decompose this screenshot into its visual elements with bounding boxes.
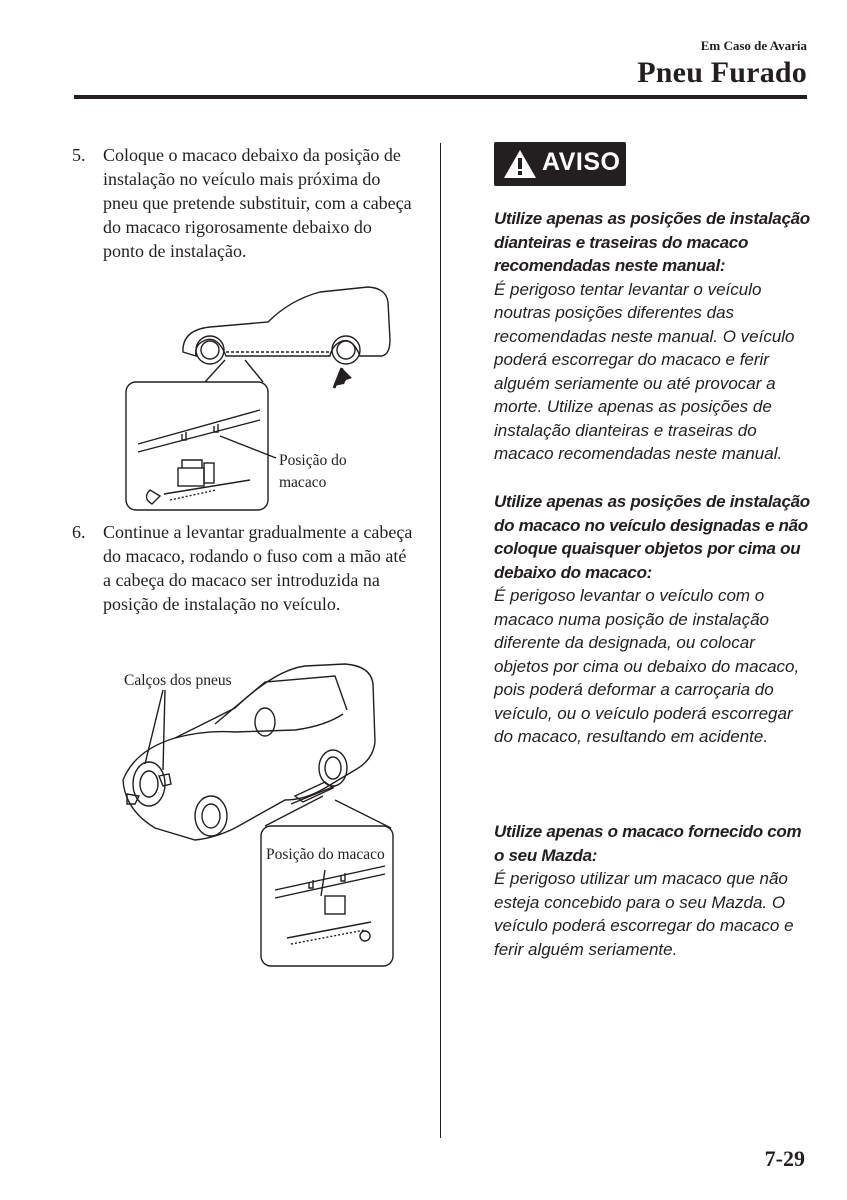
step-text: Coloque o macaco debaixo da posição de instalação no veículo mais próxima do pneu que pretende substituir, com a cabeça do macaco rigorosamente debaixo do ponto de instalação. bbox=[103, 145, 412, 261]
warning-item-3 bbox=[494, 820, 812, 961]
car-side-jack-icon bbox=[120, 280, 420, 520]
warning-heading: Utilize apenas o macaco fornecido com o seu Mazda: bbox=[494, 822, 802, 865]
page-number: 7-29 bbox=[764, 1146, 805, 1171]
section-name: Em Caso de Avaria bbox=[700, 38, 807, 53]
page-title: Pneu Furado bbox=[637, 56, 807, 89]
car-chocks-jack-icon bbox=[115, 660, 425, 980]
warning-badge-label: AVISO bbox=[542, 148, 621, 176]
header-rule bbox=[74, 95, 807, 99]
column-divider bbox=[440, 143, 441, 1138]
warning-body: É perigoso tentar levantar o veículo noutras posições diferentes das recomendadas neste manual. O veículo poderá escorregar do macaco e ferir alguém seriamente ou até provocar a morte. Utilize apenas as posições de instalação dianteiras e traseiras do macaco recomendadas neste manual. bbox=[494, 279, 795, 463]
warning-triangle-icon bbox=[502, 148, 538, 180]
jack-position-illustration bbox=[120, 280, 420, 520]
warning-item-1 bbox=[494, 207, 812, 466]
step-text: Continue a levantar gradualmente a cabeça do macaco, rodando o fuso com a mão até a cabeça do macaco ser introduzida na posição de instalação no veículo. bbox=[103, 522, 413, 614]
jack-position-label: Posição do macaco bbox=[279, 452, 347, 491]
warning-item-2 bbox=[494, 490, 812, 749]
wheel-chocks-label: Calços dos pneus bbox=[124, 672, 232, 689]
jack-position-label-2: Posição do macaco bbox=[266, 846, 385, 863]
step-6 bbox=[72, 520, 417, 616]
warning-body: É perigoso levantar o veículo com o macaco numa posição de instalação diferente da designada, ou colocar objetos por cima ou debaixo do macaco, pois poderá deformar a carroçaria do veículo, ou o veículo poderá escorregar do macaco, resultando em acidente. bbox=[494, 586, 800, 746]
step-number: 6. bbox=[72, 522, 86, 542]
wheel-chocks-illustration bbox=[115, 660, 425, 980]
warning-body: É perigoso utilizar um macaco que não esteja concebido para o seu Mazda. O veículo poderá escorregar do macaco e ferir alguém seriamente. bbox=[494, 869, 794, 959]
warning-heading: Utilize apenas as posições de instalação dianteiras e traseiras do macaco recomendadas neste manual: bbox=[494, 209, 810, 275]
step-5 bbox=[72, 143, 417, 263]
warning-badge bbox=[494, 142, 626, 186]
warning-heading: Utilize apenas as posições de instalação do macaco no veículo designadas e não coloque quaisquer objetos por cima ou debaixo do macaco: bbox=[494, 492, 810, 582]
step-number: 5. bbox=[72, 145, 86, 165]
